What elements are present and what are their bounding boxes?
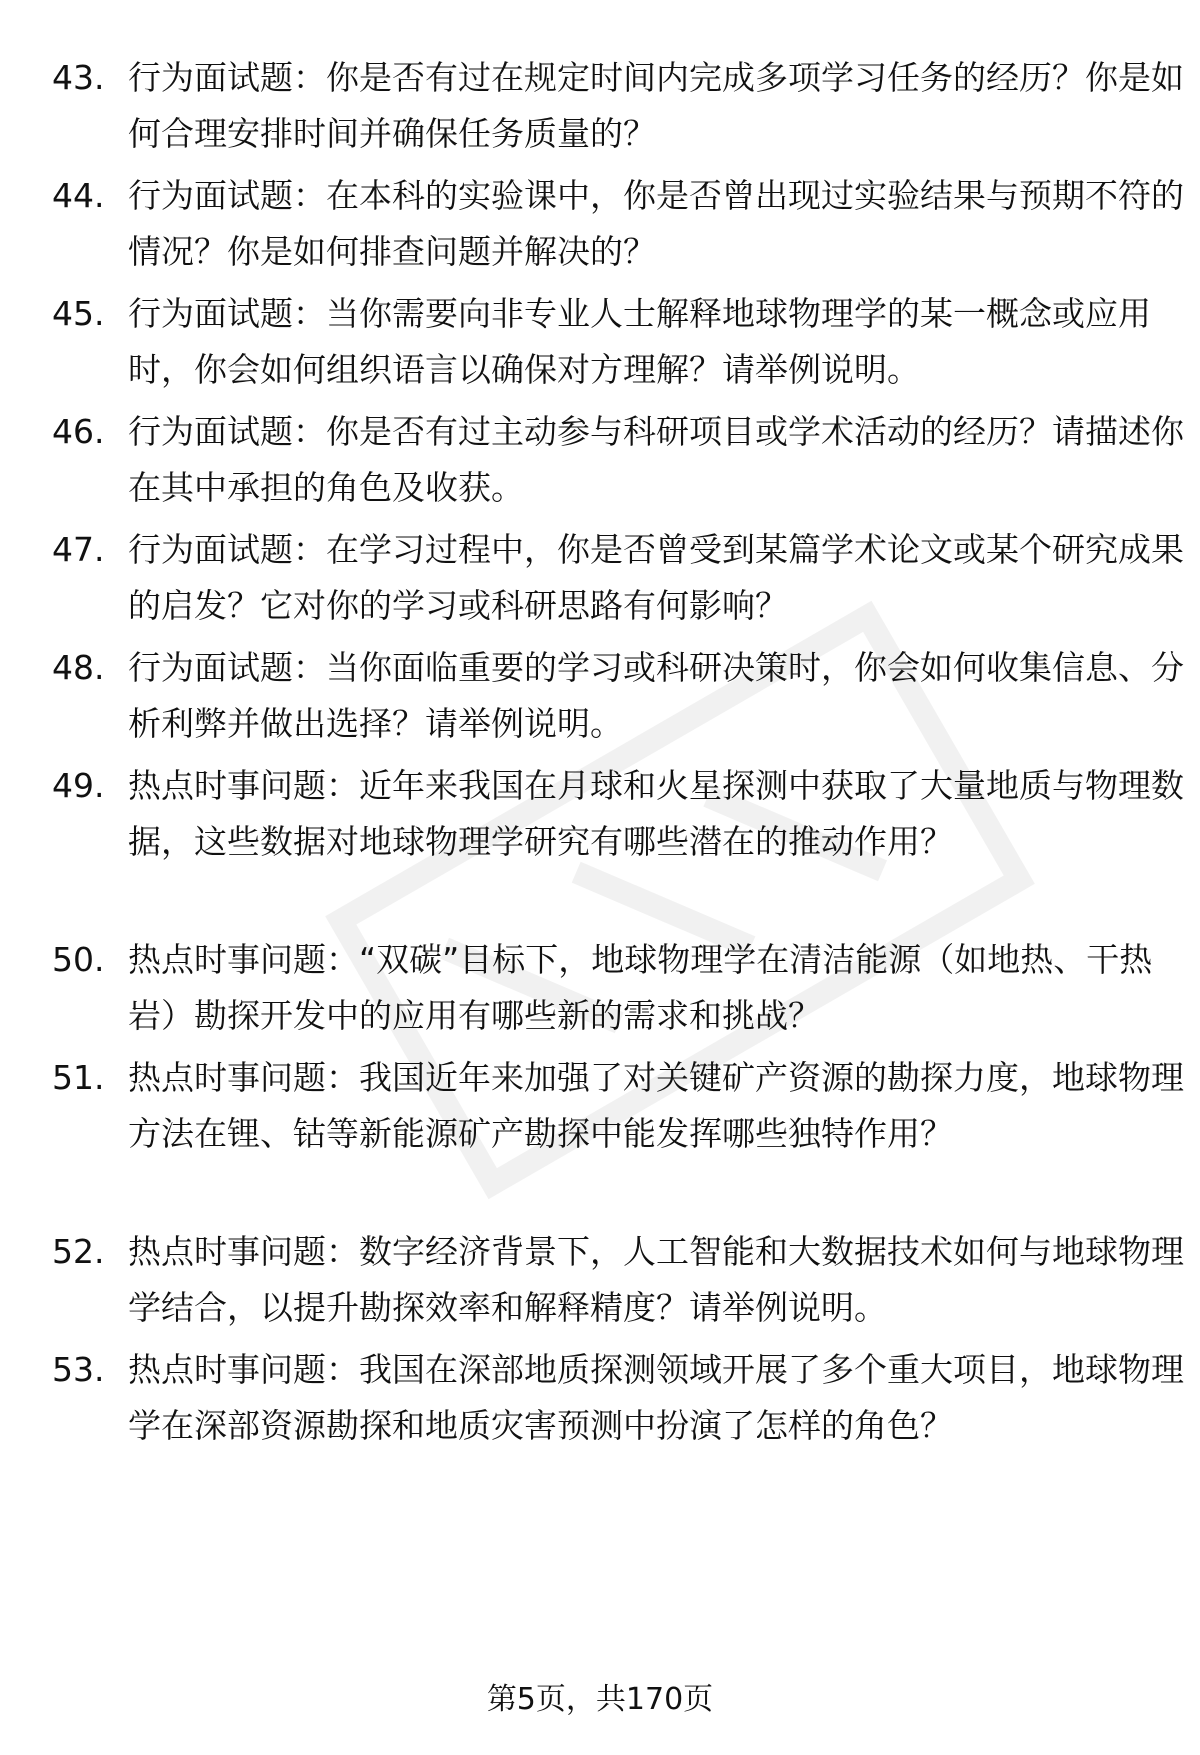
- question-number: 49.: [52, 766, 105, 805]
- question-number: 45.: [52, 294, 105, 333]
- question-number: 53.: [52, 1350, 105, 1389]
- page-number-footer: 第5页，共170页: [486, 1682, 714, 1717]
- question-text: 热点时事问题：我国近年来加强了对关键矿产资源的勘探力度，地球物理方法在锂、钴等新能源矿产勘探中能发挥哪些独特作用？: [128, 1058, 1184, 1153]
- question-text: 热点时事问题：数字经济背景下，人工智能和大数据技术如何与地球物理学结合，以提升勘探效率和解释精度？请举例说明。: [128, 1232, 1184, 1327]
- watermark-stamp: [300, 520, 1060, 1280]
- question-number: 51.: [52, 1058, 105, 1097]
- question-text: 行为面试题：你是否有过主动参与科研项目或学术活动的经历？请描述你在其中承担的角色及收获。: [128, 412, 1184, 507]
- question-text: 行为面试题：当你需要向非专业人士解释地球物理学的某一概念或应用时，你会如何组织语言以确保对方理解？请举例说明。: [128, 294, 1151, 389]
- question-number: 50.: [52, 940, 105, 979]
- question-text: 热点时事问题：我国在深部地质探测领域开展了多个重大项目，地球物理学在深部资源勘探和地质灾害预测中扮演了怎样的角色？: [128, 1350, 1184, 1445]
- question-text: 行为面试题：你是否有过在规定时间内完成多项学习任务的经历？你是如何合理安排时间并确保任务质量的？: [128, 58, 1184, 153]
- question-number: 48.: [52, 648, 105, 687]
- question-number: 43.: [52, 58, 105, 97]
- question-text: 行为面试题：在学习过程中，你是否曾受到某篇学术论文或某个研究成果的启发？它对你的学习或科研思路有何影响？: [128, 530, 1184, 625]
- question-text: 热点时事问题：“双碳”目标下，地球物理学在清洁能源（如地热、干热岩）勘探开发中的应用有哪些新的需求和挑战？: [128, 940, 1153, 1035]
- question-number: 47.: [52, 530, 105, 569]
- question-number: 44.: [52, 176, 105, 215]
- question-text: 行为面试题：当你面临重要的学习或科研决策时，你会如何收集信息、分析利弊并做出选择？请举例说明。: [128, 648, 1184, 743]
- question-text: 热点时事问题：近年来我国在月球和火星探测中获取了大量地质与物理数据，这些数据对地球物理学研究有哪些潜在的推动作用？: [128, 766, 1184, 861]
- question-text: 行为面试题：在本科的实验课中，你是否曾出现过实验结果与预期不符的情况？你是如何排查问题并解决的？: [128, 176, 1184, 271]
- question-number: 52.: [52, 1232, 105, 1271]
- question-number: 46.: [52, 412, 105, 451]
